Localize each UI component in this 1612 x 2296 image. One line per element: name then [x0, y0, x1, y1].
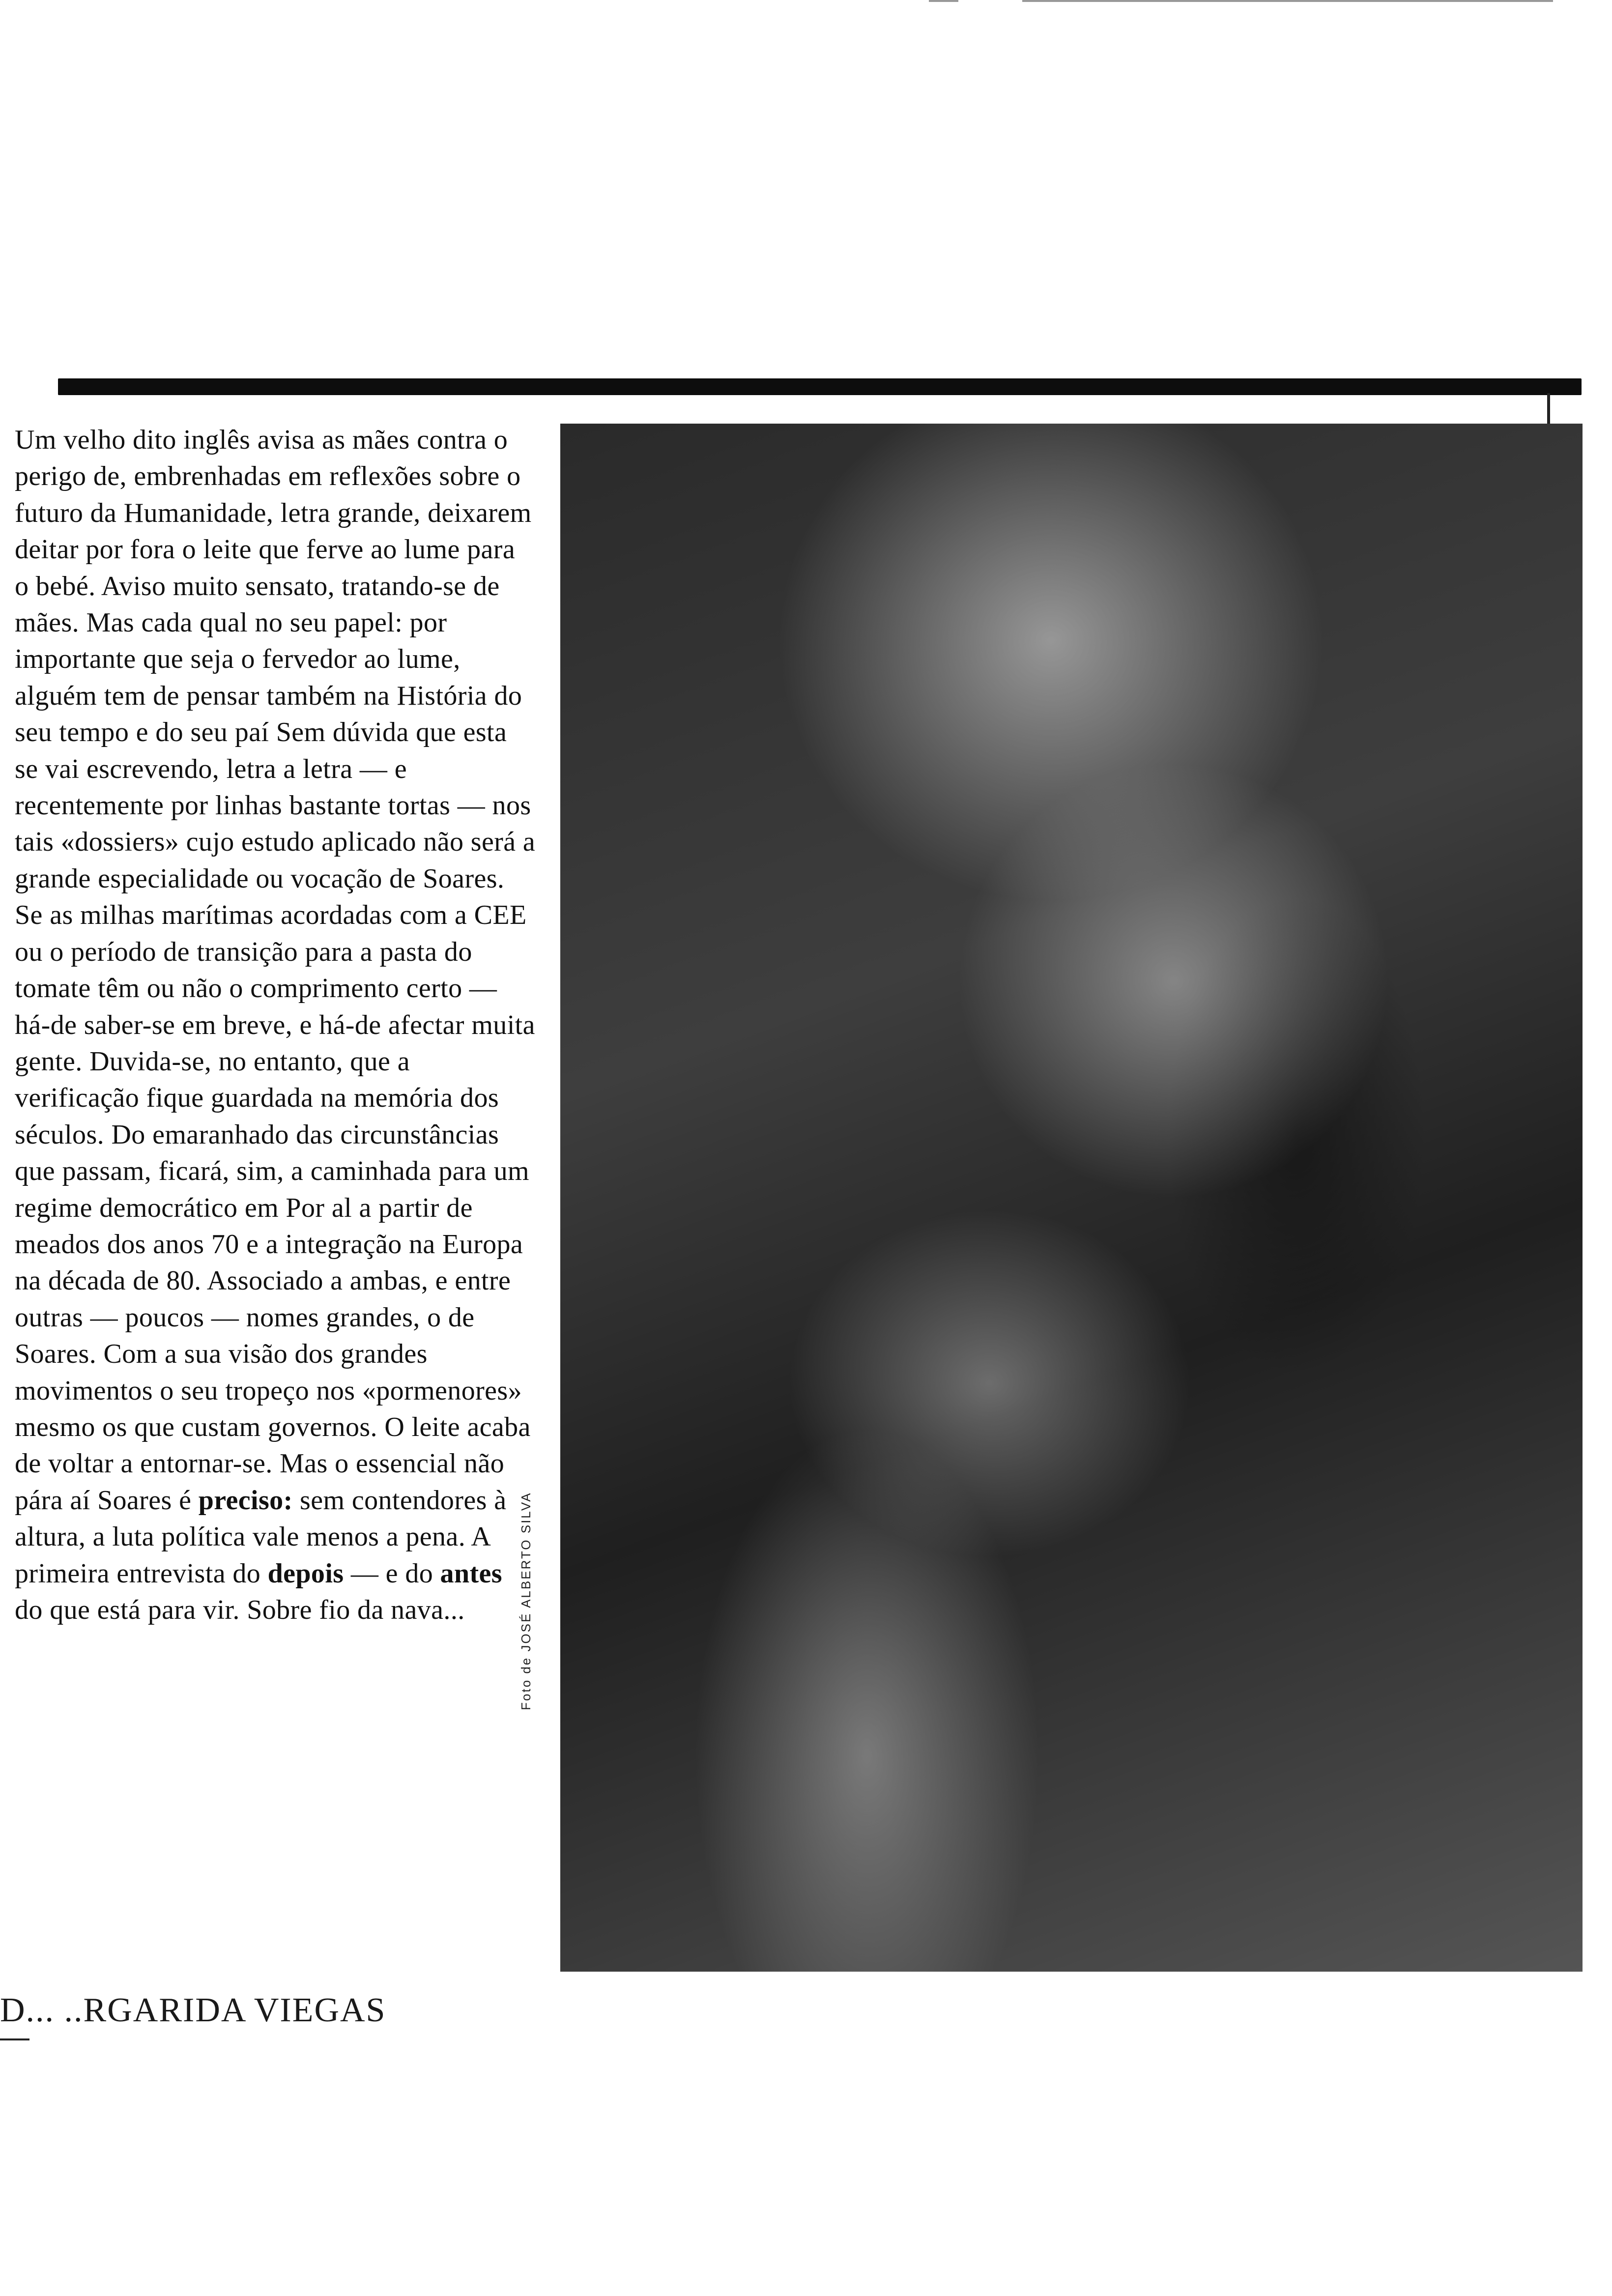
photo-credit: Foto de JOSÉ ALBERTO SILVA: [518, 1492, 533, 1710]
top-rule: [58, 378, 1582, 395]
article-paragraph: [15, 422, 536, 1628]
byline-underline: [0, 2038, 29, 2040]
scan-mark-top-right: [1022, 0, 1553, 2]
scan-mark-top: [929, 0, 958, 2]
bold-word-depois: depois: [267, 1558, 344, 1589]
article-text-run: do que está para vir. Sobre fio da nava...: [15, 1595, 465, 1625]
article-body: [15, 422, 536, 1628]
portrait-photo: [560, 424, 1583, 1972]
article-text-run: sem contendores à altura, a luta política vale menos a pena. A primeira entrevista do: [15, 1485, 507, 1589]
article-text-run: Um velho dito inglês avisa as mães contra o perigo de, embrenhadas em reflexões sobre o futuro da Humanidade, letra grande, deixarem deitar por fora o leite que ferve ao lume para o bebé. Aviso muito sensato, tratando-se de mães. Mas cada qual no seu papel: por importante que seja o fervedor ao lume, alguém tem de pensar também na História do seu tempo e do seu paí Sem dúvida que esta se vai escrevendo, letra a letra — e recentemente por linhas bastante tortas — nos tais «dossiers» cujo estudo aplicado não será a grande especialidade ou vocação de Soares. Se as milhas marítimas acordadas com a CEE ou o período de transição para a pasta do tomate têm ou não o comprimento certo — há-de saber-se em breve, e há-de afectar muita gente. Duvida-se, no entanto, que a verificação fique guardada na memória dos séculos. Do emaranhado das circunstâncias que passam, ficará, sim, a caminhada para um regime democrático em Por al a partir de meados dos anos 70 e a integração na Europa na década de 80. Associado a ambas, e entre outras — poucos — nomes grandes, o de Soares. Com a sua visão dos grandes movimentos o seu tropeço nos «pormenores» mesmo os que custam governos. O leite acaba de voltar a entornar-se. Mas o essencial não pára aí Soares é: [15, 425, 536, 1516]
bold-word-antes: antes: [440, 1558, 502, 1589]
article-text-run: — e do: [344, 1558, 440, 1589]
bold-word-preciso: preciso:: [198, 1485, 293, 1516]
author-byline: D... ..RGARIDA VIEGAS: [0, 1991, 386, 2029]
